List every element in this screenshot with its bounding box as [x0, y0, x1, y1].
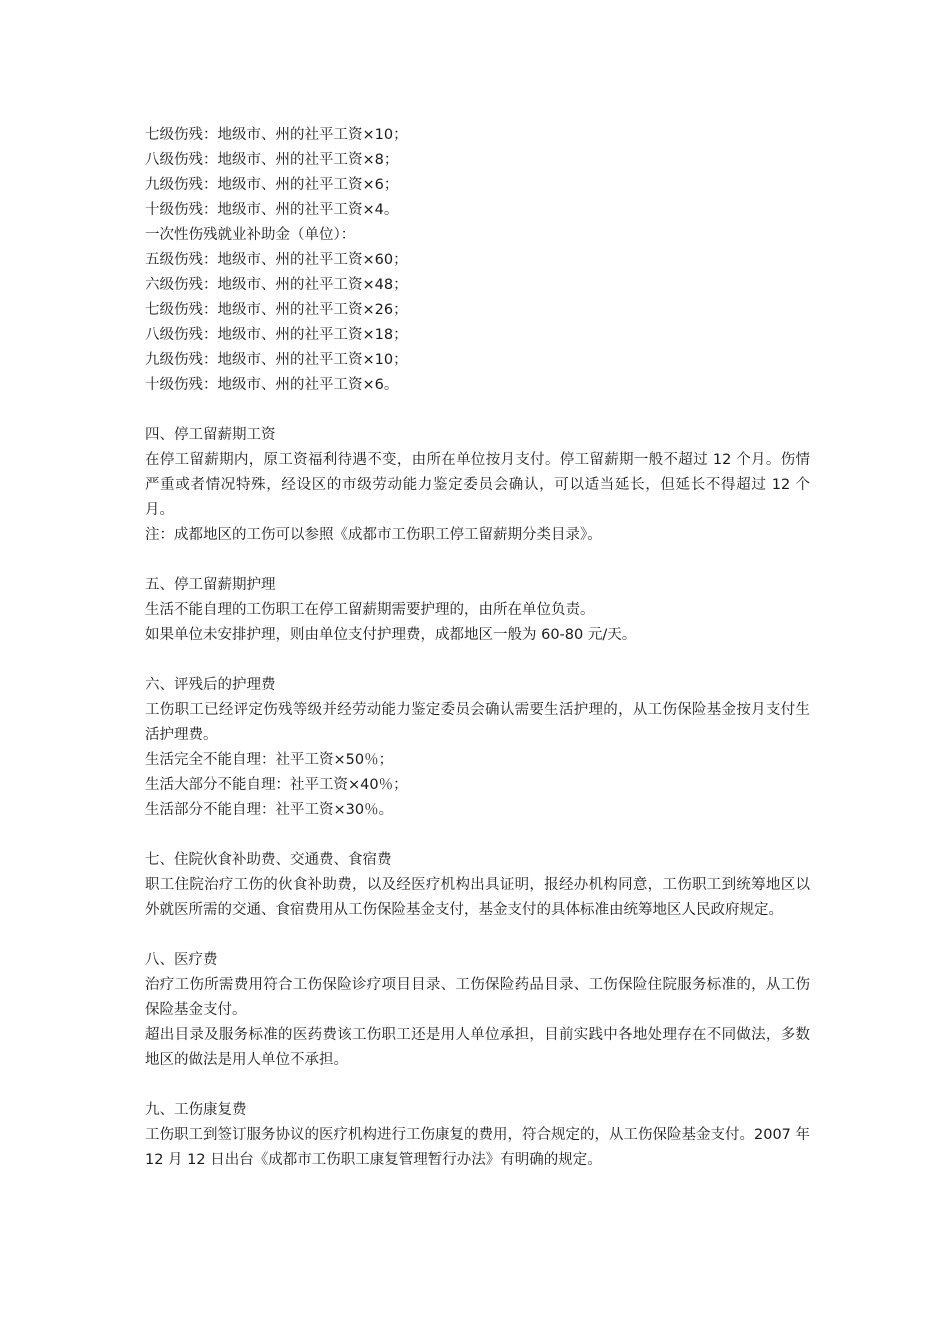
section-paragraph: 超出目录及服务标准的医药费该工伤职工还是用人单位承担，目前实践中各地处理存在不同做法，多数地区的做法是用人单位不承担。 — [145, 1027, 810, 1068]
list-item: 九级伤残：地级市、州的社平工资×6； — [145, 177, 399, 193]
section-4 — [145, 423, 810, 548]
section-paragraph: 生活不能自理的工伤职工在停工留薪期需要护理的，由所在单位负责。 — [145, 602, 595, 618]
spacer — [145, 1073, 810, 1098]
section-7 — [145, 848, 810, 923]
spacer — [145, 548, 810, 573]
list-item: 十级伤残：地级市、州的社平工资×4。 — [145, 202, 399, 218]
list-item: 八级伤残：地级市、州的社平工资×18； — [145, 327, 408, 343]
list-item: 五级伤残：地级市、州的社平工资×60； — [145, 252, 408, 268]
spacer — [145, 923, 810, 948]
section-5 — [145, 573, 810, 648]
section-9 — [145, 1098, 810, 1173]
document-body — [145, 123, 810, 1173]
section-note: 注：成都地区的工伤可以参照《成都市工伤职工停工留薪期分类目录》。 — [145, 527, 602, 543]
section-heading: 八、医疗费 — [145, 952, 218, 968]
list-item: 六级伤残：地级市、州的社平工资×48； — [145, 277, 408, 293]
section-paragraph: 职工住院治疗工伤的伙食补助费，以及经医疗机构出具证明，报经办机构同意，工伤职工到统筹地区以外就医所需的交通、食宿费用从工伤保险基金支付，基金支付的具体标准由统筹地区人民政府规定。 — [145, 877, 810, 918]
section-8 — [145, 948, 810, 1073]
list-subheading: 一次性伤残就业补助金（单位）： — [145, 227, 356, 243]
section-paragraph: 工伤职工已经评定伤残等级并经劳动能力鉴定委员会确认需要生活护理的，从工伤保险基金按月支付生活护理费。 — [145, 702, 810, 743]
section-paragraph: 如果单位未安排护理，则由单位支付护理费，成都地区一般为 60-80 元/天。 — [145, 627, 637, 643]
section-heading: 四、停工留薪期工资 — [145, 427, 276, 443]
section-heading: 六、评残后的护理费 — [145, 677, 276, 693]
list-item: 十级伤残：地级市、州的社平工资×6。 — [145, 377, 399, 393]
list-item: 生活大部分不能自理：社平工资×40％； — [145, 777, 408, 793]
section-6 — [145, 673, 810, 823]
list-item: 九级伤残：地级市、州的社平工资×10； — [145, 352, 408, 368]
list-item: 八级伤残：地级市、州的社平工资×8； — [145, 152, 399, 168]
list-item: 七级伤残：地级市、州的社平工资×10； — [145, 127, 408, 143]
section-paragraph: 在停工留薪期内，原工资福利待遇不变，由所在单位按月支付。停工留薪期一般不超过 12 个月。伤情严重或者情况特殊，经设区的市级劳动能力鉴定委员会确认，可以适当延长，但延长不得超过 12 个月。 — [145, 452, 810, 518]
list-item: 生活完全不能自理：社平工资×50％； — [145, 752, 394, 768]
spacer — [145, 823, 810, 848]
spacer — [145, 398, 810, 423]
list-item: 七级伤残：地级市、州的社平工资×26； — [145, 302, 408, 318]
list-item: 生活部分不能自理：社平工资×30％。 — [145, 802, 394, 818]
section-heading: 九、工伤康复费 — [145, 1102, 247, 1118]
disability-list — [145, 123, 810, 398]
section-paragraph: 治疗工伤所需费用符合工伤保险诊疗项目目录、工伤保险药品目录、工伤保险住院服务标准的，从工伤保险基金支付。 — [145, 977, 810, 1018]
section-paragraph: 工伤职工到签订服务协议的医疗机构进行工伤康复的费用，符合规定的，从工伤保险基金支付。2007 年 12 月 12 日出台《成都市工伤职工康复管理暂行办法》有明确的规定。 — [145, 1127, 811, 1168]
spacer — [145, 648, 810, 673]
section-heading: 七、住院伙食补助费、交通费、食宿费 — [145, 852, 392, 868]
section-heading: 五、停工留薪期护理 — [145, 577, 276, 593]
